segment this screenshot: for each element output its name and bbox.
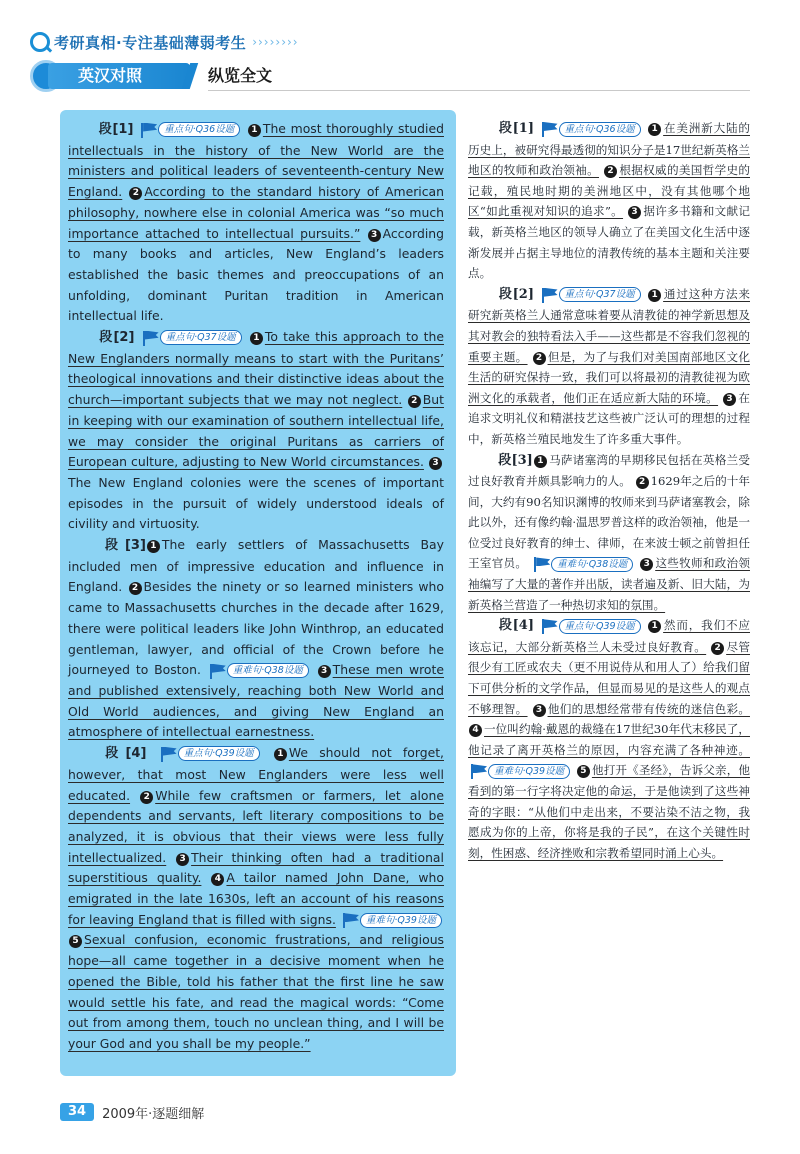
sentence: 据许多书籍和文献记载，新英格兰地区的领导人确立了在美国文化生活中逐渐发展并占据主导地位的清教传统的基本主题和关注要点。 [468, 204, 750, 281]
sentence-number-1: 1 [248, 124, 261, 137]
chevron-arrows-icon: ›››››››› [252, 35, 299, 49]
sentence-number-3: 3 [429, 457, 442, 470]
flag-icon [140, 122, 158, 138]
sentence-number-1: 1 [648, 289, 661, 302]
sentence-number-3: 3 [628, 206, 641, 219]
sentence-number-1: 1 [147, 540, 160, 553]
section-title: 英汉对照 [48, 63, 190, 89]
sentence-number-1: 1 [648, 620, 661, 633]
paragraph-label: 段[1] [98, 122, 134, 137]
key-sentence-tag: 重点句·Q37设题 [142, 330, 242, 346]
chinese-paragraph-2 [468, 284, 750, 450]
sentence-number-1: 1 [648, 123, 661, 136]
chinese-paragraph-4 [468, 615, 750, 863]
flag-icon [142, 330, 160, 346]
sentence: 通过这种方法来研究新英格兰人通常意味着要从清教徒的神学新思想及其对教会的独特看法入手——这些都是不容我们忽视的重要主题。 [468, 286, 750, 364]
sentence: 马萨诸塞湾的早期移民包括在英格兰受过良好教育并颇具影响力的人。 [468, 452, 750, 489]
paragraph-label: 段[3] [498, 452, 533, 468]
sentence-number-2: 2 [140, 791, 153, 804]
english-paragraph-1 [68, 119, 444, 327]
difficult-sentence-tag: 重难句·Q38设题 [533, 556, 633, 572]
sentence: 尽管很少有工匠或农夫（更不用说侍从和用人了）给我们留下可供分析的文学作品，但显而易见的是这些人的观点不够理智。 [468, 639, 750, 716]
key-sentence-tag: 重点句·Q37设题 [541, 287, 641, 303]
flag-icon [541, 121, 559, 137]
sentence-number-2: 2 [604, 165, 617, 178]
sentence: Besides the ninety or so learned ministers who came to Massachusetts churches in the decade after 1629, there were political leaders like John Winthrop, an educated gentleman, lawyer, and official of the Crown before he journeyed to Boston. [68, 579, 444, 678]
sentence-number-1: 1 [250, 332, 263, 345]
flag-icon [470, 763, 488, 779]
sentence-number-2: 2 [129, 582, 142, 595]
sentence: To take this approach to the New Englanders normally means to start with the Puritans’ theological innovations and their distinctive ideas about the church—important subjects that we may not neglect. [68, 329, 444, 408]
sentence: 在美洲新大陆的历史上，被研究得最透彻的知识分子是17世纪新英格兰地区的牧师和政治领袖。 [468, 121, 750, 178]
sentence: The early settlers of Massachusetts Bay included men of impressive education and influence in England. [68, 537, 444, 595]
flag-icon [541, 618, 559, 634]
sentence-number-3: 3 [723, 393, 736, 406]
sentence: 根据权威的美国哲学史的记载，殖民地时期的美洲地区中，没有其他哪个地区“如此重视对知识的追求”。 [468, 163, 750, 219]
sentence: Sexual confusion, economic frustrations, and religious hope—all came together in a decisive moment when he opened the Bible, told his father that the first line he saw would settle his fate, and read the magical words: “Come out from among them, touch no unclean thing, and I will be your God and you shall be my people.” [68, 932, 444, 1051]
sentence-number-2: 2 [129, 187, 142, 200]
sentence-number-3: 3 [318, 665, 331, 678]
sentence: The most thoroughly studied intellectuals in the history of the New World are the ministers and political leaders of seventeenth-century New England. [68, 121, 444, 200]
brand-title: 考研真相·专注基础薄弱考生 [54, 33, 247, 52]
sentence: 1629年之后的十年间，大约有90名知识渊博的牧师来到马萨诸塞教会，除此以外，还有像约翰·温思罗普这样的政治领袖，他是一位受过良好教育的绅士、律师，在来波士顿之前曾担任王室官员。 [468, 474, 750, 571]
english-column [60, 110, 456, 1076]
sentence: These men wrote and published extensively, reaching both New World and Old World audiences, and giving New England an atmosphere of intellectual earnestness. [68, 662, 444, 740]
sentence: 但是，为了与我们对美国南部地区文化生活的研究保持一致，我们可以将最初的清教徒视为欧洲文化的承载者，他们正在适应新大陆的环境。 [468, 349, 750, 405]
english-paragraph-2 [68, 327, 444, 535]
search-logo-icon [30, 32, 50, 52]
sentence: A tailor named John Dane, who emigrated in the late 1630s, left an account of his reasons for leaving England that is filled with signs. [68, 870, 444, 927]
difficult-sentence-tag: 重难句·Q38设题 [209, 663, 309, 679]
sentence-number-2: 2 [408, 395, 421, 408]
difficult-sentence-tag: 重难句·Q39设题 [470, 763, 570, 779]
english-paragraph-4 [68, 743, 444, 1055]
sentence: We should not forget, however, that most New Englanders were less well educated. [68, 745, 444, 803]
sentence-number-5: 5 [69, 935, 82, 948]
sentence-number-2: 2 [636, 476, 649, 489]
paragraph-label: 段[4] [98, 746, 147, 762]
flag-icon [209, 663, 227, 679]
key-sentence-tag: 重点句·Q39设题 [541, 618, 641, 634]
sentence-number-3: 3 [368, 229, 381, 242]
section-banner [30, 60, 750, 92]
sentence: According to the standard history of American philosophy, nowhere else in colonial America was “so much importance attached to intellectual pursuits.” [68, 184, 444, 241]
sentence: But in keeping with our examination of southern intellectual life, we may consider the original Puritans as carriers of European culture, adjusting to New World circumstances. [68, 392, 444, 470]
page-number: 34 [60, 1103, 94, 1121]
sentence-number-2: 2 [711, 642, 724, 655]
paragraph-label: 段[3] [98, 538, 146, 554]
sentence: 他打开《圣经》，告诉父亲，他看到的第一行字将决定他的命运，于是他读到了这些神奇的字眼：“从他们中走出来，不要沾染不洁之物，我愿成为你的上帝，你将是我的子民”，在这个关键性时刻，性困惑、经济挫败和宗教希望同时涌上心头。 [468, 763, 751, 860]
footer-title: 2009年·逐题细解 [102, 1106, 205, 1122]
key-sentence-tag: 重点句·Q36设题 [140, 122, 240, 138]
page-header [30, 30, 299, 54]
paragraph-label: 段[2] [498, 286, 534, 302]
sentence-number-5: 5 [577, 765, 590, 778]
sentence: 这些牧师和政治领袖编写了大量的著作并出版，读者遍及新、旧大陆，为新英格兰营造了一种热切求知的氛围。 [468, 556, 750, 612]
sentence-number-1: 1 [274, 748, 287, 761]
sentence: 在追求文明礼仪和精湛技艺这些被广泛认可的理想的过程中，新英格兰殖民地发生了许多重大事件。 [468, 390, 750, 446]
sentence: 然而，我们不应该忘记，大部分新英格兰人未受过良好教育。 [468, 618, 750, 654]
flag-icon [541, 287, 559, 303]
sentence: 他们的思想经常带有传统的迷信色彩。 [547, 701, 750, 716]
chinese-paragraph-1 [468, 118, 750, 284]
sentence-number-3: 3 [533, 704, 546, 717]
sentence: 一位叫约翰·戴恩的裁缝在17世纪30年代末移民了，他记录了离开英格兰的原因，内容充满了各种神迹。 [468, 722, 750, 757]
sentence-number-3: 3 [640, 558, 653, 571]
chinese-paragraph-3 [468, 450, 750, 616]
flag-icon [533, 556, 551, 572]
page-footer [60, 1102, 204, 1122]
key-sentence-tag: 重点句·Q39设题 [160, 746, 260, 762]
key-sentence-tag: 重点句·Q36设题 [541, 121, 641, 137]
sentence: The New England colonies were the scenes of important episodes in the pursuit of widely understood ideals of civility and virtuosity. [68, 474, 444, 532]
sentence: While few craftsmen or farmers, let alone dependents and servants, left literary compositions to be analyzed, it is obvious that their views were less fully intellectualized. [68, 787, 444, 865]
english-paragraph-3 [68, 535, 444, 743]
sentence-number-4: 4 [211, 873, 224, 886]
difficult-sentence-tag: 重难句·Q39设题 [342, 912, 442, 928]
sentence: According to many books and articles, New England’s leaders established the basic themes and preoccupations of an unfolding, dominant Puritan tradition in American intellectual life. [68, 225, 444, 324]
flag-icon [160, 746, 178, 762]
banner-underline [208, 90, 750, 91]
section-subtitle: 纵览全文 [208, 66, 273, 85]
sentence-number-1: 1 [534, 455, 547, 468]
flag-icon [342, 912, 360, 928]
sentence-number-2: 2 [533, 352, 546, 365]
paragraph-label: 段[4] [498, 618, 534, 634]
paragraph-label: 段[1] [498, 121, 534, 136]
paragraph-label: 段[2] [98, 330, 135, 346]
sentence: Their thinking often had a traditional superstitious quality. [68, 849, 444, 886]
sentence-number-4: 4 [469, 724, 482, 737]
chinese-column [468, 110, 750, 1076]
sentence-number-3: 3 [176, 853, 189, 866]
